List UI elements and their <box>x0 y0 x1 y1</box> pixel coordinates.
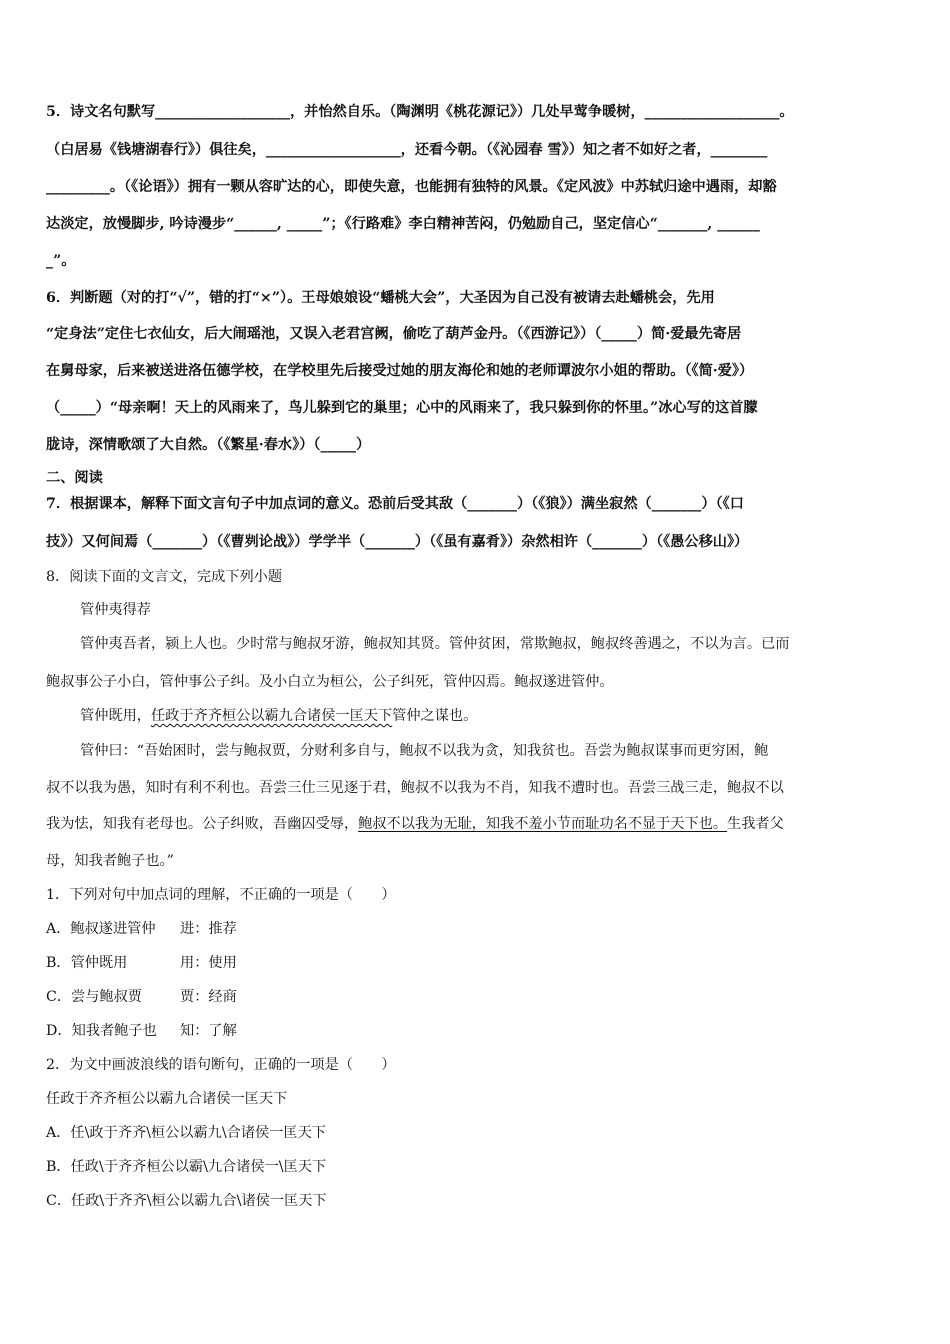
q5-line-5: _”。 <box>46 253 76 269</box>
option-a-gloss: 进：推荐 <box>180 921 237 937</box>
q5-line-4: 达淡定，放慢脚步, 吟诗漫步“______, _____”；《行路难》李白精神苦闷，仍勉励自己，坚定信心“_______, ______ <box>46 216 760 232</box>
sub1-stem: 1．下列对句中加点词的理解，不正确的一项是（ ） <box>46 887 396 903</box>
passage-p3-line-2: 叔不以我为愚，知时有利不利也。吾尝三仕三见逐于君，鲍叔不以我为不肖，知我不遭时也。吾尝三战三走，鲍叔不以 <box>46 780 784 796</box>
passage-p3-line-3-prefix: 我为怯，知我有老母也。公子纠败，吾幽囚受辱， <box>46 816 359 832</box>
option-b-label: B．管仲既用 <box>46 955 128 971</box>
passage-p2-suffix: 管仲之谋也。 <box>392 708 478 724</box>
q7-line-1: 7．根据课本，解释下面文言句子中加点词的意义。恐前后受其敌（_______）（《狼》）满坐寂然（_______）（《口 <box>46 496 744 512</box>
option-d-label: D．知我者鲍子也 <box>46 1023 157 1039</box>
sub2-option-a[interactable]: A．任\政于齐齐\桓公以霸九\合诸侯一匡天下 <box>46 1125 326 1141</box>
q5-line-3: _________。（《论语》）拥有一颗从容旷达的心，即使失意，也能拥有独特的风景。《定风波》中苏轼归途中遇雨，却豁 <box>46 179 777 195</box>
option-c-gloss: 贾：经商 <box>180 989 237 1005</box>
sub2-option-c[interactable]: C．任政\于齐齐\桓公以霸九合\诸侯一匡天下 <box>46 1193 327 1209</box>
passage-p3-end: 母，知我者鲍子也。” <box>46 853 174 869</box>
sub2-stem: 2．为文中画波浪线的语句断句，正确的一项是（ ） <box>46 1057 396 1073</box>
option-b-gloss: 用：使用 <box>180 955 237 971</box>
underlined-sentence: 鲍叔不以我为无耻，知我不羞小节而耻功名不显于天下也。 <box>358 816 728 832</box>
sub1-option-b[interactable] <box>46 953 237 973</box>
option-c-label: C．尝与鲍叔贾 <box>46 989 142 1005</box>
passage-p3-line-1: 管仲曰：“吾始困时，尝与鲍叔贾，分财利多自与，鲍叔不以我为贪，知我贫也。吾尝为鲍叔谋事而更穷困，鲍 <box>80 743 769 759</box>
option-d-gloss: 知：了解 <box>180 1023 237 1039</box>
q6-line-3: 在舅母家，后来被送进洛伍德学校，在学校里先后接受过她的朋友海伦和她的老师谭波尔小姐的帮助。（《简·爱》） <box>46 363 754 379</box>
wavy-underlined-sentence: 任政于齐齐桓公以霸九合诸侯一匡天下 <box>150 708 393 724</box>
section-title: 二、阅读 <box>46 470 103 486</box>
sub2-sentence: 任政于齐齐桓公以霸九合诸侯一匡天下 <box>46 1091 288 1107</box>
passage-title: 管仲夷得荐 <box>80 602 151 618</box>
q8-intro: 8．阅读下面的文言文，完成下列小题 <box>46 569 283 585</box>
q6-line-5: 胧诗，深情歌颂了大自然。（《繁星·春水》）（_____） <box>46 437 371 453</box>
q7-line-2: 技》）又何间焉（_______）（《曹刿论战》）学学半（_______）（《虽有嘉肴》）杂然相许（_______）（《愚公移山》） <box>46 534 749 550</box>
q6-line-2: “定身法”定住七衣仙女，后大闹瑶池，又误入老君宫阙，偷吃了葫芦金丹。（《西游记》）（_____）简·爱最先寄居 <box>46 326 742 342</box>
sub1-option-c[interactable] <box>46 987 237 1007</box>
q6-line-4: （_____）“母亲啊！天上的风雨来了，鸟儿躲到它的巢里；心中的风雨来了，我只躲到你的怀里。”冰心写的这首朦 <box>46 400 758 416</box>
passage-p2-prefix: 管仲既用， <box>80 708 151 724</box>
passage-p3-line-3 <box>46 814 784 834</box>
passage-p2 <box>80 706 477 726</box>
passage-p1-line-1: 管仲夷吾者，颍上人也。少时常与鲍叔牙游，鲍叔知其贤。管仲贫困，常欺鲍叔，鲍叔终善遇之，不以为言。已而 <box>80 636 790 652</box>
sub2-option-b[interactable]: B．任政\于齐齐桓公以霸\九合诸侯一\匡天下 <box>46 1159 327 1175</box>
option-a-label: A．鲍叔遂进管仲 <box>46 921 156 937</box>
sub1-option-a[interactable] <box>46 919 237 939</box>
q5-line-2: （白居易《钱塘湖春行》）俱往矣，___________________，还看今朝。（《沁园春 雪》）知之者不如好之者，________ <box>46 142 768 158</box>
passage-p1-line-2: 鲍叔事公子小白，管仲事公子纠。及小白立为桓公，公子纠死，管仲囚焉。鲍叔遂进管仲。 <box>46 674 614 690</box>
sub1-option-d[interactable] <box>46 1021 237 1041</box>
passage-p3-line-3-suffix: 生我者父 <box>727 816 784 832</box>
q5-line-1: 5．诗文名句默写___________________，并怡然自乐。（陶渊明《桃花源记》）几处早莺争暖树，___________________。 <box>46 104 794 120</box>
q6-line-1: 6．判断题（对的打“√”，错的打“×”）。王母娘娘设“蟠桃大会”，大圣因为自己没有被请去赴蟠桃会，先用 <box>46 290 715 306</box>
